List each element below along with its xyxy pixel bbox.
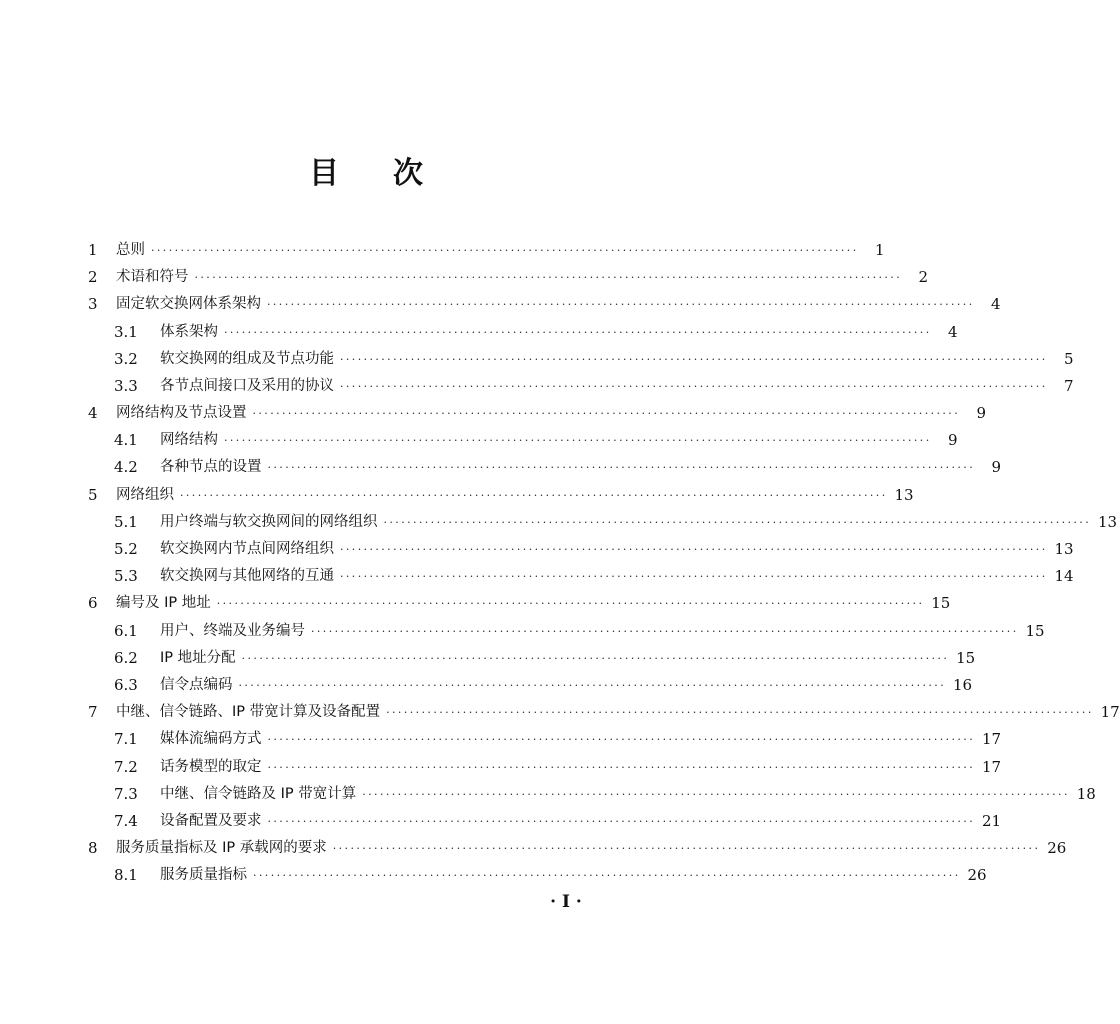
page-folio: · I · — [550, 892, 582, 912]
toc-entry — [88, 862, 987, 889]
toc-entry — [88, 482, 914, 509]
dot-leader: ························································································································ — [267, 298, 975, 312]
toc-entry-number: 7.3 — [114, 784, 138, 803]
toc-entry — [88, 645, 976, 672]
toc-entry-number: 3.2 — [114, 349, 138, 368]
dot-leader: ························································································································ — [332, 842, 1041, 856]
toc-entry-page: 16 — [953, 675, 973, 694]
toc-entry-title: IP 地址分配 — [160, 649, 236, 666]
toc-entry-title: 话务模型的取定 — [160, 758, 262, 775]
toc-entry-title: 用户终端与软交换网间的网络组织 — [160, 513, 378, 530]
dot-leader: ························································································································ — [267, 814, 976, 828]
dot-leader: ························································································································ — [180, 488, 888, 502]
toc-entry-page: 17 — [982, 757, 1002, 776]
toc-entry-title: 中继、信令链路及 IP 带宽计算 — [160, 785, 357, 802]
toc-entry-number: 6 — [88, 594, 98, 613]
toc-entry-title: 中继、信令链路、IP 带宽计算及设备配置 — [116, 704, 381, 721]
dot-leader: ························································································································ — [252, 407, 961, 421]
toc-entry — [88, 699, 1120, 726]
toc-entry-number: 4.2 — [114, 458, 138, 477]
toc-entry-number: 2 — [88, 268, 98, 287]
toc-entry-title: 各节点间接口及采用的协议 — [160, 377, 334, 394]
toc-entry-title: 体系架构 — [160, 323, 218, 340]
toc-entry-page: 9 — [991, 458, 1002, 477]
toc-entry-title: 固定软交换网体系架构 — [116, 296, 261, 313]
dot-leader: ························································································································ — [362, 787, 1070, 801]
toc-entry-title: 用户、终端及业务编号 — [160, 622, 305, 639]
dot-leader: ························································································································ — [151, 243, 859, 257]
toc-entry-title: 网络组织 — [116, 486, 174, 503]
dot-leader: ························································································································ — [241, 651, 950, 665]
dot-leader: ························································································································ — [311, 624, 1019, 638]
toc-entry — [88, 346, 1074, 373]
toc-entry-title: 总则 — [116, 241, 145, 258]
toc-entry-number: 5.1 — [114, 512, 138, 531]
toc-entry-number: 8 — [88, 839, 98, 858]
dot-leader: ························································································································ — [340, 543, 1048, 557]
toc-entry-page: 14 — [1054, 567, 1074, 586]
toc-entry-page: 17 — [982, 730, 1002, 749]
toc-entry-title: 设备配置及要求 — [160, 812, 262, 829]
toc-entry-number: 7.4 — [114, 811, 138, 830]
toc-entry-title: 服务质量指标 — [160, 867, 247, 884]
toc-entry — [88, 264, 929, 291]
toc-entry — [88, 754, 1002, 781]
toc-entry-page: 15 — [956, 648, 976, 667]
toc-entry-number: 6.2 — [114, 648, 138, 667]
toc-entry-title: 软交换网与其他网络的互通 — [160, 568, 334, 585]
toc-entry — [88, 291, 1001, 318]
toc-entry-title: 软交换网内节点间网络组织 — [160, 541, 334, 558]
dot-leader: ························································································································ — [224, 434, 932, 448]
toc-entry-page: 13 — [894, 485, 914, 504]
toc-entry-page: 2 — [918, 268, 929, 287]
toc-entry-page: 26 — [967, 866, 987, 885]
toc-entry-number: 7 — [88, 703, 98, 722]
toc-entry — [88, 672, 973, 699]
toc-entry-page: 4 — [991, 295, 1001, 314]
toc-entry-page: 18 — [1076, 784, 1096, 803]
toc-entry-number: 5 — [88, 485, 98, 504]
toc-entry — [88, 563, 1074, 590]
toc-entry — [88, 781, 1096, 808]
toc-entry-number: 5.2 — [114, 540, 138, 559]
dot-leader: ························································································································ — [194, 271, 903, 285]
toc-entry-number: 6.3 — [114, 675, 138, 694]
toc-entry-number: 4.1 — [114, 431, 138, 450]
toc-entry — [88, 455, 1002, 482]
dot-leader: ························································································································ — [386, 706, 1094, 720]
toc-entry-number: 5.3 — [114, 567, 138, 586]
toc-entry — [88, 237, 885, 264]
dot-leader: ························································································································ — [216, 597, 925, 611]
toc-entry-number: 7.1 — [114, 730, 138, 749]
dot-leader: ························································································································ — [267, 733, 976, 747]
toc-entry-page: 9 — [976, 404, 987, 423]
toc-entry-page: 13 — [1054, 540, 1074, 559]
toc-entry-page: 9 — [948, 431, 958, 450]
toc-entry — [88, 400, 987, 427]
dot-leader: ························································································································ — [340, 352, 1048, 366]
toc-entry-page: 21 — [982, 811, 1002, 830]
toc-entry-title: 信令点编码 — [160, 676, 233, 693]
toc-entry-page: 1 — [875, 240, 885, 259]
toc-entry — [88, 808, 1002, 835]
dot-leader: ························································································································ — [224, 325, 932, 339]
toc-entry-page: 4 — [948, 322, 958, 341]
dot-leader: ························································································································ — [383, 515, 1092, 529]
page-title — [0, 148, 734, 192]
dot-leader: ························································································································ — [340, 570, 1048, 584]
toc-entry-number: 1 — [88, 240, 98, 259]
toc-entry-page: 13 — [1098, 512, 1118, 531]
toc-entry-title: 网络结构 — [160, 432, 218, 449]
toc-entry-page: 26 — [1047, 839, 1067, 858]
page-title-char-1: 目 — [309, 156, 341, 191]
table-of-contents — [88, 237, 1120, 890]
toc-entry — [88, 536, 1074, 563]
dot-leader: ························································································································ — [238, 678, 947, 692]
toc-entry-title: 各种节点的设置 — [160, 459, 262, 476]
toc-entry-page: 17 — [1100, 703, 1120, 722]
toc-entry — [88, 509, 1118, 536]
toc-entry-title: 术语和符号 — [116, 269, 189, 286]
toc-entry — [88, 427, 958, 454]
toc-entry-title: 网络结构及节点设置 — [116, 405, 247, 422]
toc-entry-title: 服务质量指标及 IP 承载网的要求 — [116, 840, 327, 857]
toc-entry — [88, 590, 951, 617]
toc-entry-number: 3 — [88, 295, 98, 314]
toc-entry — [88, 835, 1067, 862]
page-title-char-2: 次 — [393, 156, 425, 191]
toc-entry-title: 软交换网的组成及节点功能 — [160, 350, 334, 367]
dot-leader: ························································································································ — [267, 461, 976, 475]
toc-entry-page: 7 — [1064, 376, 1074, 395]
toc-entry-number: 3.3 — [114, 376, 138, 395]
toc-entry-number: 6.1 — [114, 621, 138, 640]
toc-entry — [88, 618, 1045, 645]
dot-leader: ························································································································ — [267, 760, 976, 774]
toc-entry — [88, 319, 958, 346]
toc-entry-page: 15 — [1025, 621, 1045, 640]
toc-entry-page: 15 — [931, 594, 951, 613]
toc-entry-number: 4 — [88, 404, 98, 423]
toc-entry-title: 编号及 IP 地址 — [116, 595, 211, 612]
toc-entry-number: 3.1 — [114, 322, 138, 341]
toc-entry — [88, 726, 1002, 753]
toc-entry-number: 8.1 — [114, 866, 138, 885]
dot-leader: ························································································································ — [340, 379, 1048, 393]
toc-entry-number: 7.2 — [114, 757, 138, 776]
toc-entry — [88, 373, 1074, 400]
toc-entry-title: 媒体流编码方式 — [160, 731, 262, 748]
dot-leader: ························································································································ — [253, 869, 961, 883]
toc-entry-page: 5 — [1064, 349, 1074, 368]
